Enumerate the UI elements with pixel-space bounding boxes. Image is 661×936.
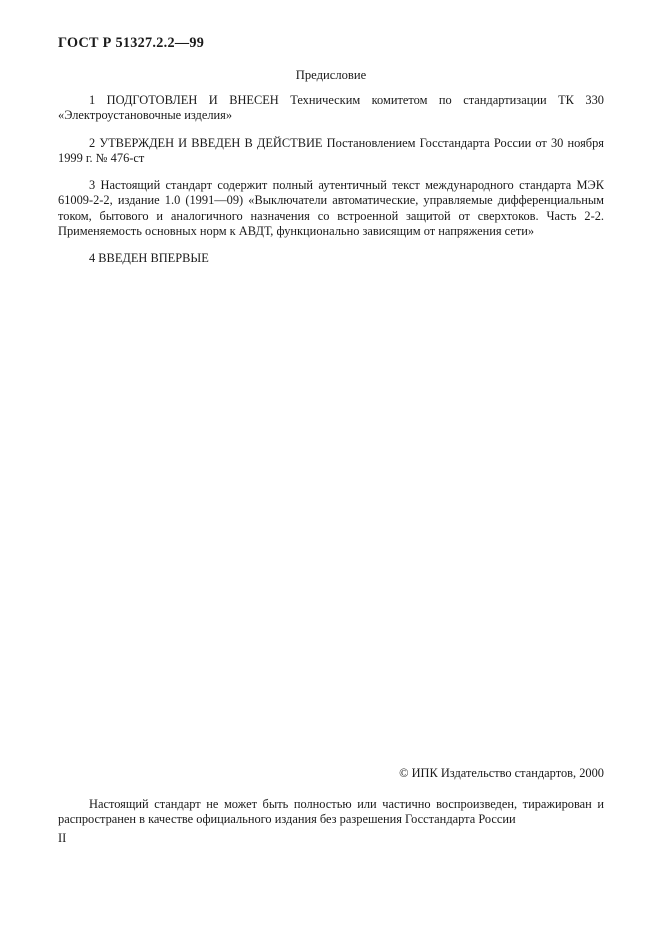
page-title: Предисловие [295,68,367,82]
preface-item-1: 1 ПОДГОТОВЛЕН И ВНЕСЕН Техническим комитетом по стандартизации ТК 330 «Электроустановочные изделия» [58,93,604,123]
page-number: II [58,831,67,845]
standard-number-header: ГОСТ Р 51327.2.2—99 [58,35,205,51]
preface-body [58,93,604,266]
preface-item-3: 3 Настоящий стандарт содержит полный аутентичный текст международного стандарта МЭК 61009-2-2, издание 1.0 (1991—09) «Выключатели автоматические, управляемые дифференциальным током, бытового и аналогичного назначения со встроенной защитой от сверхтоков. Часть 2-2. Применяемость основных норм к АВДТ, функционально зависящим от напряжения сети» [58,178,604,238]
preface-item-2: 2 УТВЕРЖДЕН И ВВЕДЕН В ДЕЙСТВИЕ Постановлением Госстандарта России от 30 ноября 1999 г. № 476-ст [58,135,604,165]
reproduction-notice: Настоящий стандарт не может быть полностью или частично воспроизведен, тиражирован и распространен в качестве официального издания без разрешения Госстандарта России [58,797,604,827]
copyright-line: © ИПК Издательство стандартов, 2000 [399,766,604,780]
preface-item-4: 4 ВВЕДЕН ВПЕРВЫЕ [89,251,209,266]
